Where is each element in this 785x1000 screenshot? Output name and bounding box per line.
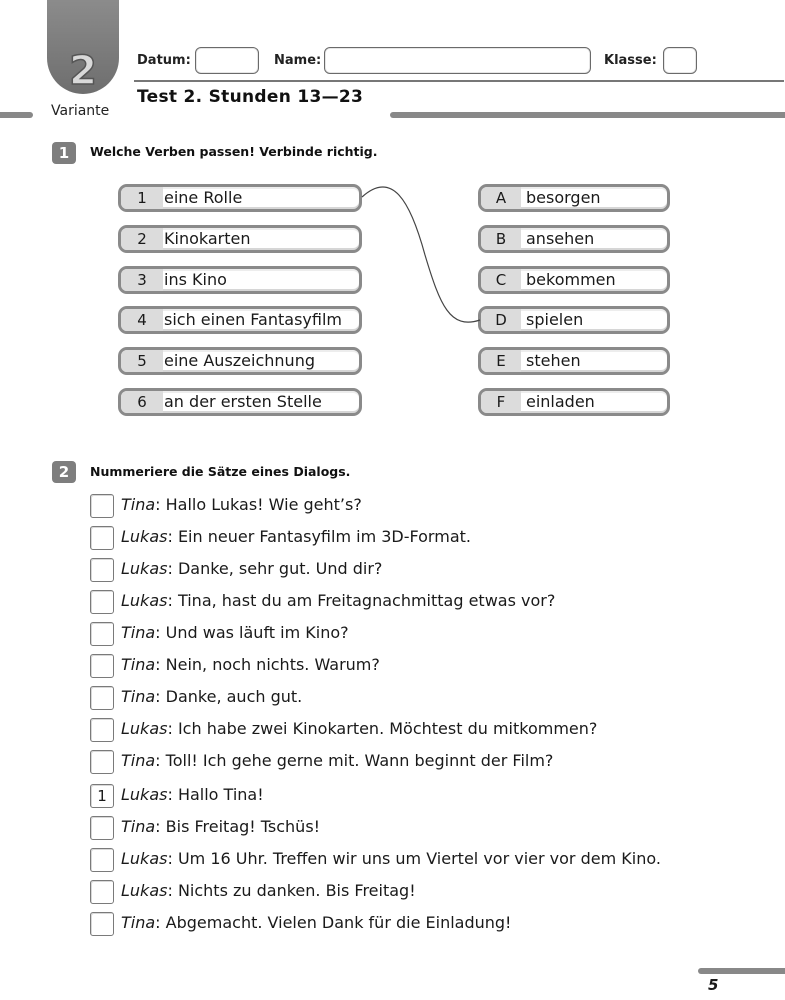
order-checkbox[interactable] xyxy=(90,558,114,582)
order-checkbox[interactable] xyxy=(90,494,114,518)
speaker-name: Tina xyxy=(121,687,156,706)
datum-label: Datum: xyxy=(137,53,191,68)
task-2-instruction: Nummeriere die Sätze eines Dialogs. xyxy=(90,464,351,479)
variant-label: Variante xyxy=(51,103,110,119)
order-checkbox[interactable] xyxy=(90,622,114,646)
right-item-text: spielen xyxy=(526,310,584,329)
dialog-text: : Nein, noch nichts. Warum? xyxy=(155,655,380,674)
order-checkbox[interactable] xyxy=(90,526,114,550)
dialog-text: : Abgemacht. Vielen Dank für die Einladung! xyxy=(155,913,512,932)
right-item-letter: A xyxy=(481,187,521,209)
dialog-text: : Ein neuer Fantasyfilm im 3D-Format. xyxy=(167,527,471,546)
dialog-line xyxy=(90,880,770,906)
speaker-name: Tina xyxy=(121,751,156,770)
speaker-name: Tina xyxy=(121,495,156,514)
left-item-text: eine Rolle xyxy=(164,188,243,207)
dialog-text: : Um 16 Uhr. Treffen wir uns um Viertel vor vier vor dem Kino. xyxy=(167,849,661,868)
left-item-text: ins Kino xyxy=(164,270,227,289)
order-checkbox[interactable] xyxy=(90,880,114,904)
left-item-text: eine Auszeichnung xyxy=(164,351,315,370)
dialog-line xyxy=(90,526,770,552)
dialog-text: : Bis Freitag! Tschüs! xyxy=(155,817,321,836)
speaker-name: Lukas xyxy=(121,785,168,804)
dialog-text: : Danke, sehr gut. Und dir? xyxy=(167,559,383,578)
name-label: Name: xyxy=(274,53,322,68)
right-item-letter: B xyxy=(481,228,521,250)
task-1-instruction: Welche Verben passen! Verbinde richtig. xyxy=(90,144,378,159)
speaker-name: Tina xyxy=(121,655,156,674)
dialog-text: : Nichts zu danken. Bis Freitag! xyxy=(167,881,416,900)
left-item-text: sich einen Fantasyfilm xyxy=(164,310,342,329)
speaker-name: Tina xyxy=(121,913,156,932)
right-item-text: bekommen xyxy=(526,270,616,289)
speaker-name: Tina xyxy=(121,817,156,836)
speaker-name: Lukas xyxy=(121,527,168,546)
dialog-line xyxy=(90,622,770,648)
dialog-line xyxy=(90,816,770,842)
dialog-line xyxy=(90,750,770,776)
order-checkbox[interactable] xyxy=(90,912,114,936)
right-item-text: einladen xyxy=(526,392,595,411)
right-item-letter: E xyxy=(481,350,521,372)
left-item-number: 4 xyxy=(121,309,163,331)
dialog-line xyxy=(90,848,770,874)
speaker-name: Lukas xyxy=(121,559,168,578)
order-checkbox[interactable] xyxy=(90,654,114,678)
right-item-letter: D xyxy=(481,309,521,331)
task-2-badge: 2 xyxy=(52,461,76,483)
left-item-number: 1 xyxy=(121,187,163,209)
left-item-text: Kinokarten xyxy=(164,229,251,248)
variant-number: 2 xyxy=(69,48,97,94)
speaker-name: Lukas xyxy=(121,849,168,868)
right-item-text: besorgen xyxy=(526,188,601,207)
dialog-line xyxy=(90,912,770,938)
order-checkbox[interactable] xyxy=(90,816,114,840)
page-title: Test 2. Stunden 13—23 xyxy=(137,87,364,107)
dialog-text: : Und was läuft im Kino? xyxy=(155,623,349,642)
dialog-line xyxy=(90,654,770,680)
dialog-text: : Hallo Tina! xyxy=(167,785,264,804)
right-item-letter: C xyxy=(481,269,521,291)
dialog-line xyxy=(90,494,770,520)
dialog-text: : Ich habe zwei Kinokarten. Möchtest du mitkommen? xyxy=(167,719,598,738)
dialog-line xyxy=(90,718,770,744)
order-checkbox[interactable] xyxy=(90,848,114,872)
dialog-text: : Hallo Lukas! Wie geht’s? xyxy=(155,495,362,514)
order-checkbox[interactable] xyxy=(90,750,114,774)
left-item-number: 3 xyxy=(121,269,163,291)
klasse-label: Klasse: xyxy=(604,53,657,68)
dialog-text: : Toll! Ich gehe gerne mit. Wann beginnt der Film? xyxy=(155,751,554,770)
speaker-name: Lukas xyxy=(121,719,168,738)
order-checkbox[interactable] xyxy=(90,590,114,614)
page-number: 5 xyxy=(708,976,719,994)
task-1-badge: 1 xyxy=(52,142,76,164)
order-checkbox[interactable]: 1 xyxy=(90,784,114,808)
right-item-text: ansehen xyxy=(526,229,595,248)
dialog-line xyxy=(90,558,770,584)
speaker-name: Lukas xyxy=(121,591,168,610)
right-item-letter: F xyxy=(481,391,521,413)
dialog-line xyxy=(90,686,770,712)
left-item-number: 5 xyxy=(121,350,163,372)
left-item-number: 6 xyxy=(121,391,163,413)
footer-rule xyxy=(698,968,785,974)
dialog-line xyxy=(90,784,770,810)
dialog-text: : Danke, auch gut. xyxy=(155,687,303,706)
left-item-number: 2 xyxy=(121,228,163,250)
order-checkbox[interactable] xyxy=(90,718,114,742)
speaker-name: Lukas xyxy=(121,881,168,900)
dialog-text: : Tina, hast du am Freitagnachmittag etwas vor? xyxy=(167,591,556,610)
speaker-name: Tina xyxy=(121,623,156,642)
order-checkbox[interactable] xyxy=(90,686,114,710)
right-item-text: stehen xyxy=(526,351,581,370)
dialog-line xyxy=(90,590,770,616)
left-item-text: an der ersten Stelle xyxy=(164,392,322,411)
